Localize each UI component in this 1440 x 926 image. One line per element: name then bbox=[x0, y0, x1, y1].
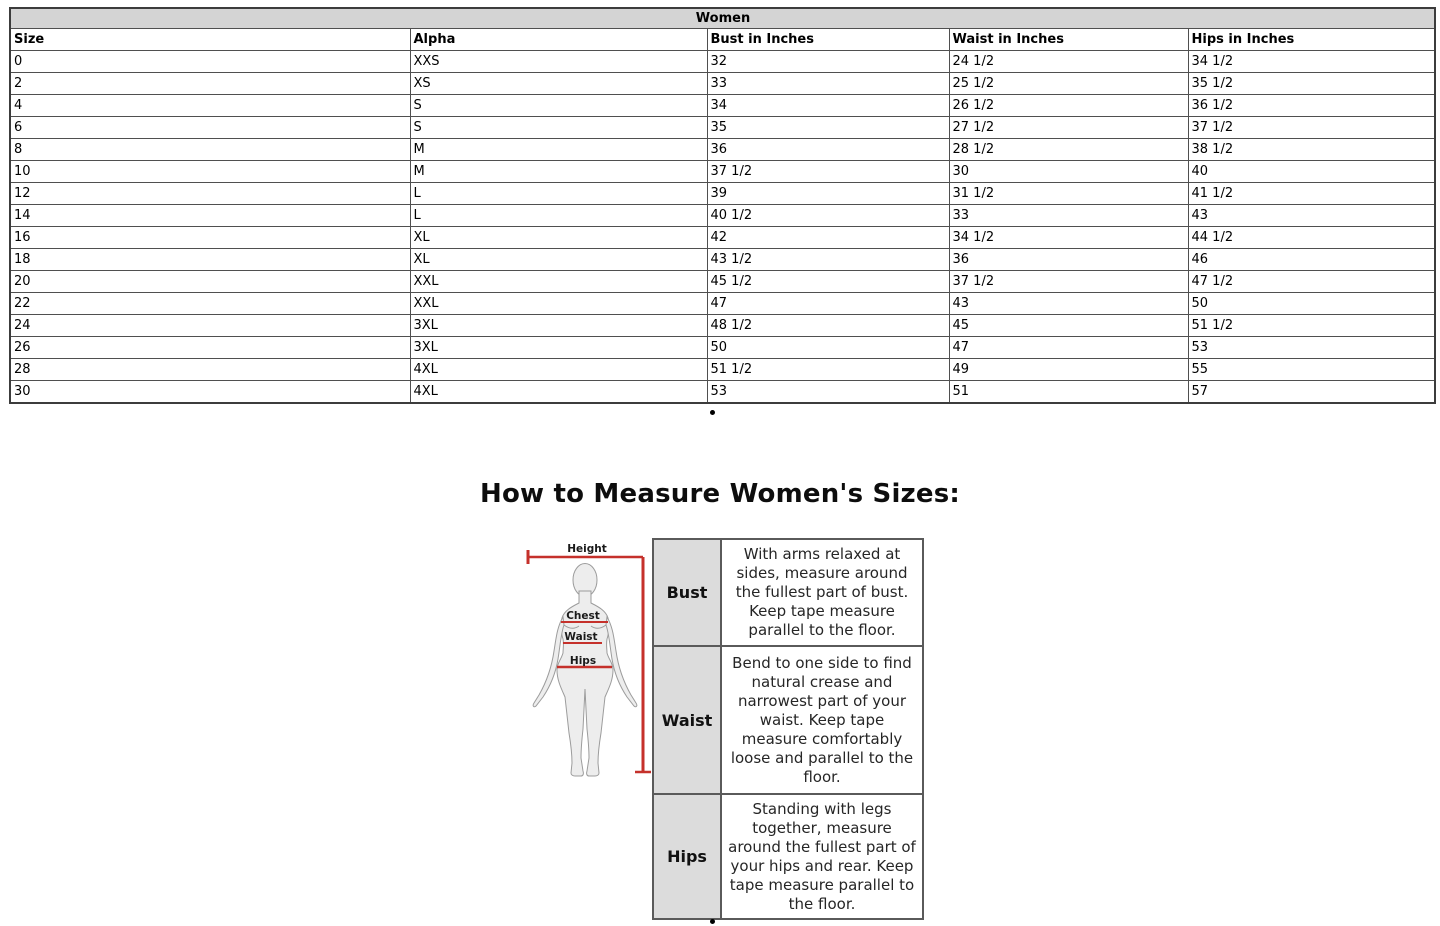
size-chart-cell: 2 bbox=[10, 73, 410, 95]
size-chart-cell: 8 bbox=[10, 139, 410, 161]
size-chart-cell: 45 1/2 bbox=[707, 271, 949, 293]
size-chart-cell: 12 bbox=[10, 183, 410, 205]
size-chart-cell: 49 bbox=[949, 359, 1188, 381]
size-chart-cell: 3XL bbox=[410, 315, 707, 337]
size-chart-cell: 36 bbox=[949, 249, 1188, 271]
size-chart-cell: 36 bbox=[707, 139, 949, 161]
size-chart-cell: 18 bbox=[10, 249, 410, 271]
size-chart-cell: XXS bbox=[410, 51, 707, 73]
size-chart-cell: 43 bbox=[949, 293, 1188, 315]
size-chart-cell: 51 1/2 bbox=[707, 359, 949, 381]
size-chart-cell: 35 bbox=[707, 117, 949, 139]
size-chart-column-header: Alpha bbox=[410, 29, 707, 51]
size-chart-cell: 4 bbox=[10, 95, 410, 117]
women-size-chart-table bbox=[9, 7, 1436, 404]
size-chart-row bbox=[10, 271, 1435, 293]
measure-instruction-row bbox=[653, 646, 923, 794]
size-chart-row bbox=[10, 51, 1435, 73]
size-chart-row bbox=[10, 117, 1435, 139]
size-chart-cell: 4XL bbox=[410, 381, 707, 404]
size-chart-row bbox=[10, 359, 1435, 381]
measure-instruction-row bbox=[653, 794, 923, 919]
size-chart-cell: 22 bbox=[10, 293, 410, 315]
size-chart-row bbox=[10, 95, 1435, 117]
size-chart-row bbox=[10, 139, 1435, 161]
measure-description: With arms relaxed at sides, measure around the fullest part of bust. Keep tape measure parallel to the floor. bbox=[721, 539, 923, 646]
size-chart-cell: S bbox=[410, 95, 707, 117]
size-chart-column-header: Size bbox=[10, 29, 410, 51]
size-chart-cell: 28 bbox=[10, 359, 410, 381]
size-chart-cell: S bbox=[410, 117, 707, 139]
size-chart-cell: 35 1/2 bbox=[1188, 73, 1435, 95]
size-chart-cell: 0 bbox=[10, 51, 410, 73]
size-chart-cell: 42 bbox=[707, 227, 949, 249]
size-chart-cell: M bbox=[410, 161, 707, 183]
size-chart-row bbox=[10, 315, 1435, 337]
size-chart-cell: 34 1/2 bbox=[1188, 51, 1435, 73]
size-chart-row bbox=[10, 227, 1435, 249]
size-chart-cell: 45 bbox=[949, 315, 1188, 337]
size-chart-cell: 47 1/2 bbox=[1188, 271, 1435, 293]
size-chart-cell: 53 bbox=[707, 381, 949, 404]
size-chart-column-header: Waist in Inches bbox=[949, 29, 1188, 51]
size-chart-row bbox=[10, 205, 1435, 227]
size-chart-header-row bbox=[10, 29, 1435, 51]
size-chart-cell: XXL bbox=[410, 271, 707, 293]
measurement-figure-diagram bbox=[517, 533, 657, 783]
size-chart-cell: 16 bbox=[10, 227, 410, 249]
size-chart-cell: XL bbox=[410, 249, 707, 271]
size-chart-cell: 36 1/2 bbox=[1188, 95, 1435, 117]
size-chart-cell: 40 bbox=[1188, 161, 1435, 183]
size-chart-cell: 43 1/2 bbox=[707, 249, 949, 271]
chest-label: Chest bbox=[566, 610, 600, 622]
size-chart-cell: 38 1/2 bbox=[1188, 139, 1435, 161]
size-chart-cell: 43 bbox=[1188, 205, 1435, 227]
size-chart-cell: 37 1/2 bbox=[949, 271, 1188, 293]
list-bullet-icon bbox=[710, 410, 715, 415]
size-chart-cell: 27 1/2 bbox=[949, 117, 1188, 139]
size-chart-cell: 3XL bbox=[410, 337, 707, 359]
size-chart-column-header: Hips in Inches bbox=[1188, 29, 1435, 51]
size-chart-row bbox=[10, 183, 1435, 205]
size-chart-cell: 24 1/2 bbox=[949, 51, 1188, 73]
size-chart-cell: 51 1/2 bbox=[1188, 315, 1435, 337]
size-chart-cell: 10 bbox=[10, 161, 410, 183]
size-chart-cell: XL bbox=[410, 227, 707, 249]
size-chart-cell: 47 bbox=[949, 337, 1188, 359]
height-label: Height bbox=[567, 543, 607, 555]
size-chart-cell: 14 bbox=[10, 205, 410, 227]
size-chart-cell: 33 bbox=[707, 73, 949, 95]
measure-label: Hips bbox=[653, 794, 721, 919]
size-chart-cell: 30 bbox=[949, 161, 1188, 183]
size-chart-cell: 47 bbox=[707, 293, 949, 315]
size-chart-cell: 33 bbox=[949, 205, 1188, 227]
size-chart-cell: 37 1/2 bbox=[707, 161, 949, 183]
size-chart-row bbox=[10, 337, 1435, 359]
size-chart-cell: 25 1/2 bbox=[949, 73, 1188, 95]
size-chart-cell: 37 1/2 bbox=[1188, 117, 1435, 139]
size-chart-cell: 41 1/2 bbox=[1188, 183, 1435, 205]
measure-instruction-row bbox=[653, 539, 923, 646]
list-bullet-icon bbox=[710, 919, 715, 924]
size-chart-cell: 51 bbox=[949, 381, 1188, 404]
measure-label: Bust bbox=[653, 539, 721, 646]
size-chart-title: Women bbox=[10, 8, 1435, 29]
size-chart-row bbox=[10, 381, 1435, 404]
waist-label: Waist bbox=[564, 631, 598, 643]
size-chart-column-header: Bust in Inches bbox=[707, 29, 949, 51]
size-chart-cell: 28 1/2 bbox=[949, 139, 1188, 161]
size-chart-cell: 39 bbox=[707, 183, 949, 205]
size-chart-row bbox=[10, 293, 1435, 315]
size-chart-cell: M bbox=[410, 139, 707, 161]
measure-section-heading: How to Measure Women's Sizes: bbox=[480, 479, 960, 509]
size-chart-cell: 44 1/2 bbox=[1188, 227, 1435, 249]
measure-description: Standing with legs together, measure around the fullest part of your hips and rear. Keep tape measure parallel to the floor. bbox=[721, 794, 923, 919]
size-chart-cell: 34 1/2 bbox=[949, 227, 1188, 249]
size-chart-cell: 46 bbox=[1188, 249, 1435, 271]
size-chart-cell: 31 1/2 bbox=[949, 183, 1188, 205]
measure-instructions-table bbox=[652, 538, 924, 920]
size-chart-cell: L bbox=[410, 205, 707, 227]
size-chart-cell: 53 bbox=[1188, 337, 1435, 359]
size-chart-row bbox=[10, 249, 1435, 271]
female-silhouette-icon bbox=[517, 533, 657, 783]
size-chart-cell: 40 1/2 bbox=[707, 205, 949, 227]
size-chart-cell: 26 bbox=[10, 337, 410, 359]
size-chart-cell: XXL bbox=[410, 293, 707, 315]
size-chart-cell: 50 bbox=[707, 337, 949, 359]
size-chart-cell: 48 1/2 bbox=[707, 315, 949, 337]
size-chart-cell: 4XL bbox=[410, 359, 707, 381]
size-chart-row bbox=[10, 73, 1435, 95]
size-chart-cell: L bbox=[410, 183, 707, 205]
size-chart-cell: 6 bbox=[10, 117, 410, 139]
size-chart-cell: 24 bbox=[10, 315, 410, 337]
measure-description: Bend to one side to find natural crease and narrowest part of your waist. Keep tape measure comfortably loose and parallel to the floor. bbox=[721, 646, 923, 794]
size-chart-cell: 57 bbox=[1188, 381, 1435, 404]
size-chart-cell: 50 bbox=[1188, 293, 1435, 315]
size-chart-cell: 20 bbox=[10, 271, 410, 293]
size-chart-row bbox=[10, 161, 1435, 183]
size-chart-cell: 26 1/2 bbox=[949, 95, 1188, 117]
size-chart-cell: XS bbox=[410, 73, 707, 95]
measure-label: Waist bbox=[653, 646, 721, 794]
size-chart-cell: 55 bbox=[1188, 359, 1435, 381]
size-chart-cell: 34 bbox=[707, 95, 949, 117]
hips-label: Hips bbox=[569, 655, 597, 667]
size-chart-cell: 30 bbox=[10, 381, 410, 404]
size-chart-cell: 32 bbox=[707, 51, 949, 73]
